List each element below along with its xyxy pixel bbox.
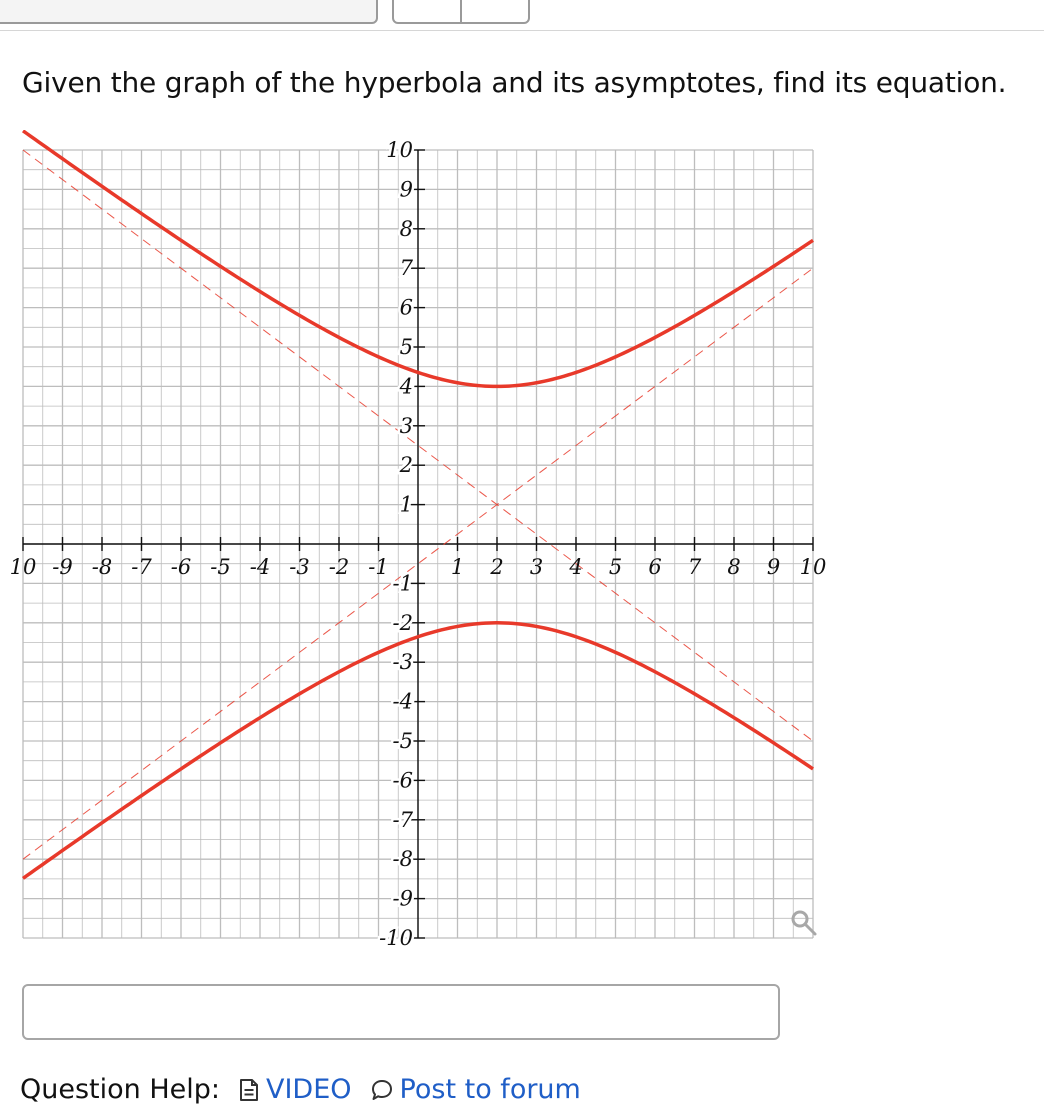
y-tick-label: 4 xyxy=(399,374,413,399)
x-tick-label: 2 xyxy=(490,555,504,579)
question-help-label: Question Help: xyxy=(20,1074,220,1105)
header-divider xyxy=(0,30,1044,31)
video-link[interactable] xyxy=(238,1074,352,1105)
y-tick-label: 10 xyxy=(386,138,413,162)
y-tick-label: -3 xyxy=(392,650,413,675)
question-help xyxy=(20,1074,581,1105)
x-tick-label: 6 xyxy=(648,555,662,579)
x-tick-label: -2 xyxy=(328,555,350,579)
x-tick-label: -7 xyxy=(131,555,152,579)
x-tick-label: -3 xyxy=(289,555,310,579)
x-tick-label: 10 xyxy=(799,555,827,579)
x-tick-label: 5 xyxy=(608,555,623,579)
x-tick-label: 9 xyxy=(766,555,781,579)
hyperbola-graph xyxy=(0,130,840,950)
y-tick-label: -7 xyxy=(392,807,413,832)
post-to-forum-label: Post to forum xyxy=(399,1074,581,1105)
y-tick-label: 9 xyxy=(399,177,413,202)
top-right-input[interactable] xyxy=(392,0,530,24)
y-tick-label: 8 xyxy=(399,216,413,241)
magnifier-icon[interactable] xyxy=(793,912,815,934)
x-tick-label: -8 xyxy=(91,555,113,579)
top-left-input[interactable] xyxy=(0,0,378,24)
answer-input[interactable] xyxy=(22,984,780,1040)
x-tick-label: 8 xyxy=(727,555,741,579)
x-tick-label: 3 xyxy=(529,555,544,579)
y-tick-label: 1 xyxy=(399,492,413,517)
video-link-label: VIDEO xyxy=(266,1074,352,1105)
y-tick-label: -5 xyxy=(392,729,413,753)
x-tick-label: -6 xyxy=(170,555,192,579)
x-tick-label: 7 xyxy=(687,555,702,579)
x-tick-label: -4 xyxy=(249,555,271,579)
y-tick-label: -2 xyxy=(392,610,413,635)
y-tick-label: -1 xyxy=(392,571,413,596)
x-tick-label: -1 xyxy=(368,555,389,579)
x-tick-label: 10 xyxy=(9,555,37,579)
y-tick-label: -4 xyxy=(392,689,413,714)
y-tick-label: 7 xyxy=(399,256,413,281)
post-to-forum-link[interactable] xyxy=(370,1074,581,1105)
y-tick-label: -6 xyxy=(392,768,413,793)
y-tick-label: 6 xyxy=(399,295,413,320)
y-tick-label: 3 xyxy=(399,413,413,438)
x-tick-label: -9 xyxy=(52,555,73,579)
speech-bubble-icon xyxy=(370,1078,394,1102)
y-tick-label: -10 xyxy=(379,926,413,950)
x-tick-label: -5 xyxy=(210,555,231,579)
question-text: Given the graph of the hyperbola and its asymptotes, find its equation. xyxy=(22,66,1007,99)
document-icon xyxy=(238,1078,260,1102)
x-tick-label: 4 xyxy=(569,555,583,579)
y-tick-label: -8 xyxy=(392,847,413,872)
top-box-divider xyxy=(460,0,462,22)
x-tick-label: 1 xyxy=(450,555,465,579)
y-tick-label: -9 xyxy=(392,886,413,911)
y-tick-label: 5 xyxy=(399,335,413,359)
y-tick-label: 2 xyxy=(399,453,413,478)
